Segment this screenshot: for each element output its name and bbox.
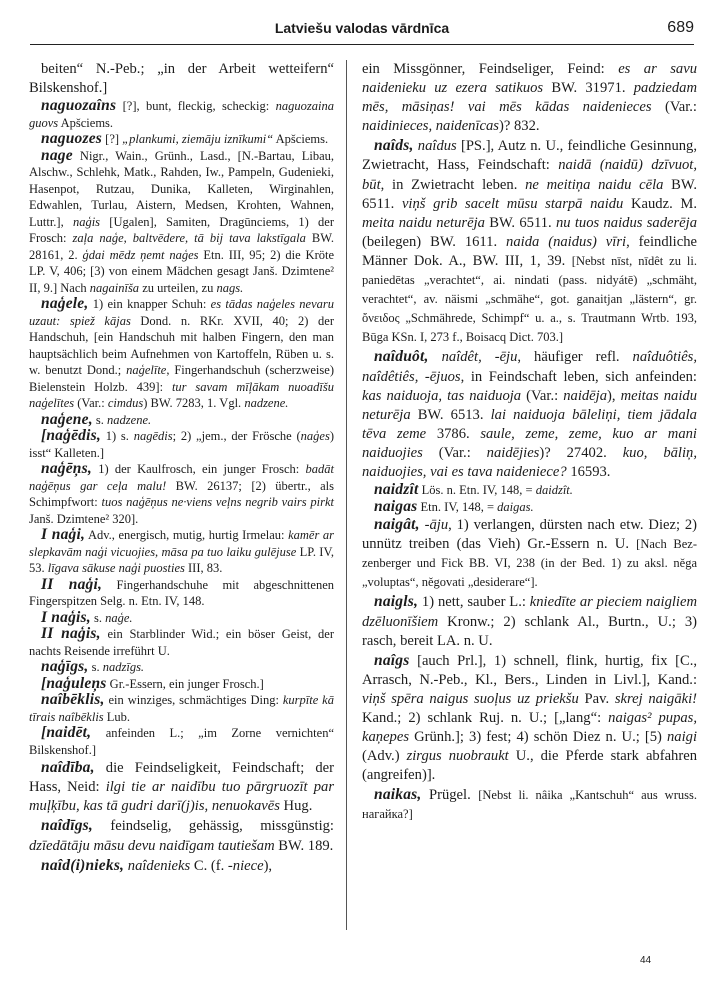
dictionary-entry (29, 659, 334, 676)
entry-example: kniedīte ar pieciem naigliem dzēluonīšiem (362, 594, 697, 630)
entry-example: niece (232, 857, 264, 874)
entry-text: ein Missgönner, Feindseliger, Feind: (362, 61, 619, 77)
dictionary-entry (362, 499, 697, 516)
entry-example: badāt naģēņus gar ceļa malu! (29, 462, 334, 493)
entry-text: [?] (102, 132, 123, 147)
entry-headword: II naģi, (41, 575, 103, 593)
entry-example: -āju (424, 517, 449, 534)
entry-text: (Adv.) (362, 748, 407, 765)
entry-text: Lös. n. Etn. IV, 148, = (418, 483, 536, 498)
entry-example: naguozaina guovs (29, 99, 334, 130)
column-divider (346, 60, 347, 930)
entry-example: saule, zeme, zeme, kuo ar mani naiduojies (362, 425, 697, 461)
entry-headword: naigât, (374, 516, 420, 534)
dictionary-entry (362, 482, 697, 499)
entry-example: viņš grib sacelt mūsu starpā naidu (401, 195, 624, 212)
entry-text: Kronw.; 2) schlank Al., Burtn., U.; 3) rasch, bereit LA. n. U. (362, 613, 697, 649)
entry-example: kuo, bāliņ, naiduojies, vai es tava naideniece? (362, 444, 697, 480)
entry-text: zu urteilen, zu (139, 280, 217, 295)
entry-headword: naîd(i)nieks, (41, 856, 125, 874)
dictionary-entry (29, 412, 334, 429)
entry-text: Fingerhandschuhe mit abgeschnittenen Fingerspitzen Selg. n. Etn. IV, 148. (29, 577, 334, 609)
entry-example: viņš spēra naigus suoļus uz priekšu (362, 690, 579, 707)
entry-headword: naîds, (374, 137, 414, 155)
entry-example: kas naiduoja, tas naiduoja (362, 387, 522, 404)
entry-text: 1) s. (100, 429, 134, 444)
entry-text: Pav. (578, 690, 615, 707)
dictionary-entry (29, 758, 334, 816)
entry-headword: naguozaîns (41, 97, 117, 115)
entry-example: naģelīte (126, 363, 167, 378)
entry-text: [?], bunt, fleckig, scheckig: (116, 99, 276, 114)
entry-example: naģis (72, 214, 101, 229)
entry-text: Etn. IV, 148, = (417, 499, 498, 514)
entry-example: naģe. (105, 610, 133, 625)
entry-example: nadzene. (107, 412, 152, 427)
entry-text: [Ugalen], Samiten, Dragūnciems, 1) der Frosch: (29, 214, 334, 246)
entry-example: naida (naidus) vīri (506, 233, 627, 250)
entry-text: Gr.-Essern, ein junger Frosch.] (106, 676, 264, 691)
entry-text: Etn. III, 95; 2) die Kröte LP. V, 406; [3) von einem Mädchen gesagt Janš. Dzimtene² II, 9.] Nach (29, 247, 335, 295)
dictionary-entry (29, 527, 334, 577)
entry-example: es tādas naģeles nevaru uzaut: spiež kājas (29, 297, 334, 328)
dictionary-entry (29, 626, 334, 659)
entry-headword: II naģis, (41, 625, 101, 643)
dictionary-entry (362, 592, 697, 650)
dictionary-entry (29, 676, 334, 693)
entry-text: BW. 6513. (410, 406, 491, 423)
entry-text: C. (f. - (190, 857, 233, 874)
dictionary-entry (29, 816, 334, 855)
entry-etymology-note: [Nach Bezzenberger und Fick BB. VI, 238 (in der Bed. 1) zu aksl. něga „voluptas“, něgovati „desiderare“]. (362, 537, 697, 590)
entry-text: ein winziges, schmächtiges Ding: (104, 693, 283, 708)
entry-text: [auch Prl.], 1) schnell, flink, hurtig, fix [C., Arrasch, N.-Peb., Kl., Bers., Linden in Livl.], Kand.: (362, 652, 697, 688)
entry-text: Apšciems. (58, 115, 114, 130)
entry-text: BW. 26137; [2) übertr., als Schimpfwort: (29, 478, 335, 510)
entry-text: s. (90, 610, 106, 625)
dictionary-entry (29, 148, 334, 297)
entry-example: nu tuos naidus saderēja (555, 214, 697, 231)
entry-text: 3786. (426, 425, 481, 442)
entry-text: BW. 6511. (484, 214, 556, 231)
entry-text: Nigr., Wain., Grünh., Lasd., [N.-Bartau, Libau, Alschw., Schlehk, Matk., Rahden, Iw., Pampeln, Gudenieki, Hasenpot, Rutzau, Dunika, Kalleten, Wirginahlen, Edwahlen, Turlau, Aistern, Medsen, Krohten, Wahnen, Luttr.], (29, 148, 334, 229)
entry-example: nagēdis (133, 429, 173, 444)
entry-text: , in Feindschaft leben, sich anfeinden: (460, 368, 697, 385)
entry-headword: naigas (374, 497, 418, 515)
entry-text: BW. 31971. (543, 80, 634, 97)
entry-example: es ar savu naidenieku uz ezera satikuos (362, 61, 698, 97)
entry-text: Grünh.]; 3) fest; 4) schön Diez n. U.; [5) (409, 729, 667, 746)
entry-example: tuos naģēņus ne·viens veļns negrib vairs pirkt (101, 495, 334, 510)
entry-example: tur savam mīļākam nuoadīšu naģelītes (29, 379, 334, 411)
entry-example: naidējies (486, 444, 540, 461)
entry-headword: [naģuleņs (41, 674, 107, 692)
entry-headword: [naģēdis, (41, 427, 101, 445)
entry-headword: naîdība, (41, 759, 95, 777)
entry-text: beiten“ N.-Peb.; „in der Arbeit wetteifern“ Bilskenshof.] (29, 61, 334, 97)
entry-example: ilgi tie ar naidību tuo pārgruozīt par muļķību, kas tā gudri darī(j)is, nenuokavēs (29, 779, 334, 815)
entry-headword: I naģi, (41, 526, 86, 544)
entry-text: Dond. n. RKr. XVII, 40; 2) der Handschuh, [ein Handschuh mit halben Fingern, den man hauptsächlich beim Aufnehmen von Kartoffeln, Rüben u. s. w. benutzt Dond.; (29, 313, 334, 378)
entry-text: Kaudz. M. (623, 195, 697, 212)
entry-headword: nage (41, 146, 73, 164)
entry-example: naîdus (417, 138, 457, 155)
entry-headword: naguozes (41, 130, 103, 148)
entry-example: līgava sākuse naģi puosties (47, 561, 185, 576)
dictionary-entry (362, 347, 697, 482)
entry-headword: naigls, (374, 593, 419, 611)
entry-text: ) BW. 7283, 1. Vgl. (143, 396, 245, 411)
entry-example: kurpīte kā tīrais naîbēklis (29, 693, 334, 724)
entry-text: die Feindseligkeit, Feindschaft; der Hass, Neid: (29, 760, 334, 796)
entry-text: U., die Pferde stark abfahren (angreifen)]. (362, 748, 697, 784)
entry-headword: naidzît (374, 481, 419, 499)
entry-headword: naîduôt, (374, 348, 429, 366)
entry-text: Prügel. (421, 787, 479, 804)
entry-text: , feindliche Männer Dok. A., BW. III, 1, 39. (362, 233, 697, 269)
entry-text: 1) ein knapper Schuh: (88, 297, 211, 312)
entry-example: naîdêt, -ēju (441, 349, 518, 366)
entry-text (429, 349, 442, 365)
dictionary-entry (29, 98, 334, 131)
entry-text: BW. 28161, 2. (29, 231, 334, 262)
entry-example: naîdenieks (127, 857, 191, 874)
left-column (29, 60, 334, 876)
entry-text: s. (88, 660, 103, 675)
dictionary-entry (29, 296, 334, 412)
entry-example: naidēja (563, 387, 608, 404)
entry-headword: naģele, (41, 295, 89, 313)
page-number: 689 (667, 19, 694, 36)
dictionary-entry (29, 692, 334, 725)
entry-headword: naģīgs, (41, 658, 89, 676)
entry-text: )? 27402. (539, 444, 623, 461)
entry-example: naidā (naidū) dzīvuot, būt (362, 157, 697, 193)
entry-example: meitas naidu neturēja (362, 387, 697, 423)
entry-example: kamēr ar slepkavām naģi vicuojies, māsa pa tuo laiku gulējuse (29, 528, 335, 559)
entry-example: ne meitiņa naidu cēla (525, 176, 664, 193)
entry-text: BW. 6511. (362, 176, 697, 212)
dictionary-entry (362, 60, 697, 136)
entry-headword: naîbēklis, (41, 691, 105, 709)
entry-text: Adv., energisch, mutig, hurtig Irmelau: (85, 528, 289, 543)
entry-example: lai naiduoja bāleliņi, tiem jādala tēva zeme (362, 406, 697, 442)
entry-headword: naikas, (374, 786, 422, 804)
entry-text: Lub. (103, 709, 131, 724)
dictionary-entry (29, 461, 334, 527)
entry-text: , in Zwietracht leben. (380, 176, 526, 193)
entry-headword: naģene, (41, 410, 93, 428)
entry-text: Apšciems. (273, 132, 329, 147)
entry-text: 16593. (566, 463, 611, 480)
entry-text: ), (607, 387, 621, 404)
entry-text: (Var.: (521, 387, 564, 404)
entry-text: ein Starblinder Wid.; ein böser Geist, der nachts Reisende irreführt U. (29, 627, 334, 658)
entry-example: dzīedātāju māsu devu naidīgam tautiešam (29, 837, 275, 854)
entry-headword: I naģis, (41, 608, 91, 626)
entry-example: naģes (300, 429, 330, 444)
entry-example: nags. (216, 280, 244, 295)
dictionary-entry (362, 651, 697, 786)
entry-text: Hug. (279, 798, 313, 815)
entry-headword: naîgs (374, 651, 410, 669)
dictionary-entry (362, 785, 697, 824)
printer-signature-mark: 44 (640, 955, 652, 966)
entry-text: s. (92, 412, 108, 427)
entry-example: naîduôtiês, naîdêtiês, -ējuos (362, 349, 698, 385)
entry-example: nadzīgs. (102, 660, 145, 675)
entry-example: daidzît. (535, 483, 573, 498)
entry-text: ; 2) „jem., der Frösche ( (172, 429, 301, 444)
entry-text: (Var.: (651, 99, 697, 116)
dictionary-entry (362, 515, 697, 592)
entry-example: padziedam mēs, māsiņas! vai mēs kādas naidenieces (362, 80, 697, 116)
entry-text: ) isst“ Kalleten.] (29, 429, 334, 460)
entry-example: meita naidu neturēja (362, 214, 485, 231)
dictionary-entry (362, 136, 697, 347)
entry-text: anfeinden L.; „im Zorne vernichten“ Bilskenshof.] (29, 726, 334, 757)
entry-text: , Fingerhandschuh (scherzweise) Bielenstein Holzb. 439]: (29, 363, 334, 394)
dictionary-entry (29, 428, 334, 461)
dictionary-entry (29, 131, 334, 148)
entry-example: cimdus (107, 396, 144, 411)
entry-text: BW. 189. (274, 837, 334, 854)
dictionary-entry (29, 577, 334, 610)
entry-example: nadzene. (244, 396, 289, 411)
entry-text: [PS.], Autz n. U., feindliche Gesinnung, Zwietracht, Hass, Feindschaft: (362, 138, 697, 174)
page-header (30, 14, 694, 45)
entry-text: )? 832. (499, 118, 540, 135)
entry-etymology-note: [Nebst li. nâika „Kantschuh“ aus wruss. нагайка?] (362, 788, 697, 822)
running-title: Latviešu valodas vārdnīca (274, 20, 450, 36)
right-column (362, 60, 697, 825)
entry-example: „plankumi, ziemāju iznīkumi“ (122, 132, 274, 147)
dictionary-entry (29, 856, 334, 876)
entry-text: (Var.: (422, 444, 487, 461)
entry-headword: naîdīgs, (41, 817, 93, 835)
dictionary-entry (29, 610, 334, 627)
entry-text: (beilegen) BW. 1611. (362, 233, 507, 250)
entry-text: , 1) verlangen, dürsten nach etw. Diez; 2) unnütz treiben (das Vieh) Gr.-Essern n. U. (362, 517, 697, 553)
entry-text: 1) nett, sauber L.: (418, 594, 530, 611)
entry-text: 1) der Kaulfrosch, ein junger Frosch: (91, 462, 306, 477)
entry-example: naidinieces, naidenīcas (362, 118, 499, 135)
entry-text: Kand.; 2) schlank Ruj. n. U.; [„lang“: (362, 710, 609, 726)
entry-text: ), (263, 857, 273, 874)
entry-text: , häufiger refl. (517, 349, 633, 366)
dictionary-entry (29, 725, 334, 758)
entry-etymology-note: [Nebst nīst, nīdêt zu li. paniedētas „verachtet“, ai. nindati (pass. nidyátē) „schmäht, verachtet“, av. näismi „schmähe“, got. ganaitjan „lästern“, gr. ὄνειδος „Schmährede, Schimpf“ u. a., s. Trautmann Wrtb. 193, Būga KSn. I, 273 f., Boisacq Dict. 703.] (362, 253, 697, 345)
entry-headword: naģēņs, (41, 460, 92, 478)
entry-text: feindselig, gehässig, missgünstig: (93, 818, 334, 835)
entry-example: naigi (667, 729, 697, 746)
entry-example: skrej naigāki! (614, 690, 698, 707)
entry-text: Janš. Dzimtene² 320]. (29, 511, 139, 526)
entry-example: naigas² pupas, kaņepes (362, 710, 697, 746)
entry-text: LP. IV, 53. (29, 544, 334, 576)
dictionary-entry (29, 60, 334, 98)
entry-text: (Var.: (74, 396, 108, 411)
entry-example: zaļa naģe, baltvēdere, tā bij tava lakstīgala (72, 231, 306, 246)
entry-text: III, 83. (184, 561, 223, 576)
entry-example: daigas. (497, 499, 534, 514)
entry-example: ģdai mēdz ņemt naģes (82, 247, 199, 262)
entry-example: nagainīša (89, 280, 140, 295)
entry-headword: [naidēt, (41, 724, 92, 742)
entry-example: zirgus nuobraukt (406, 748, 509, 765)
